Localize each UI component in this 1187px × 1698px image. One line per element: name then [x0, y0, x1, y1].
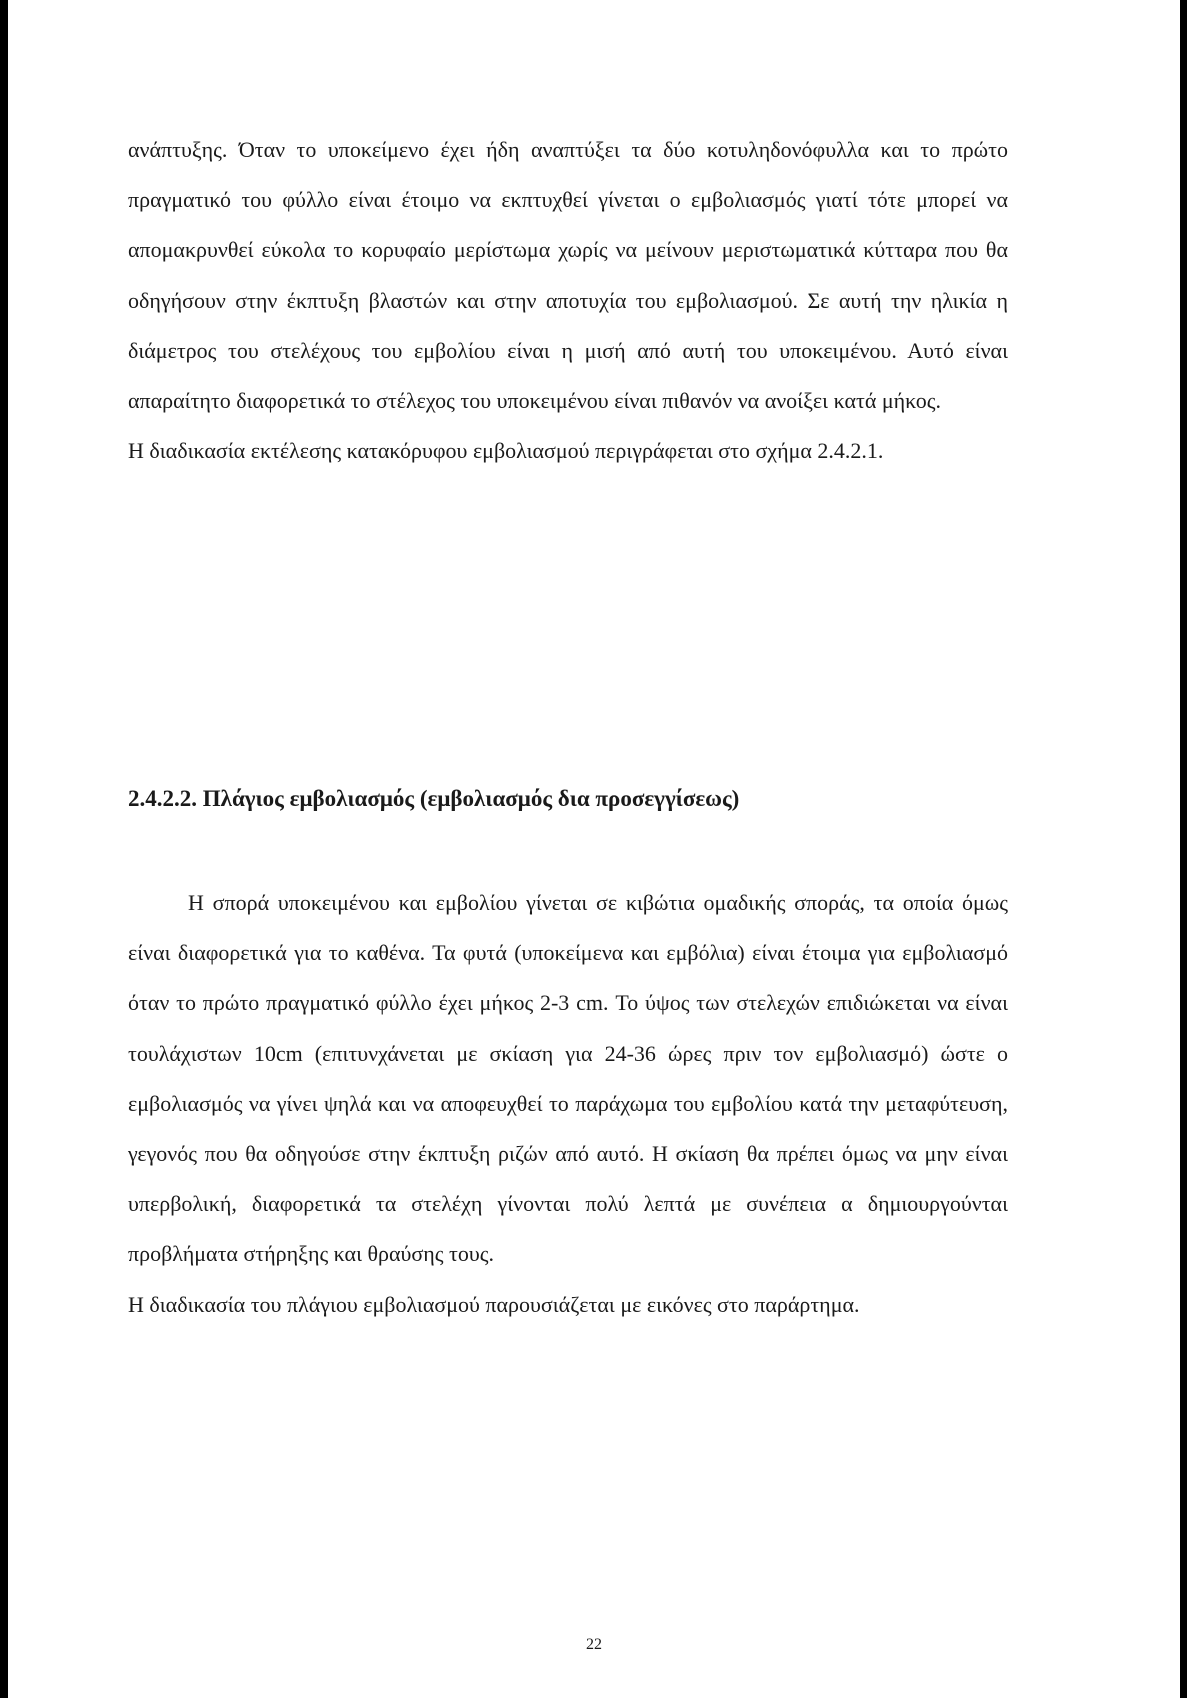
- paragraph-appendix-reference: Η διαδικασία του πλάγιου εμβολιασμού παρουσιάζεται με εικόνες στο παράρτημα.: [128, 1291, 860, 1317]
- intro-section: [128, 125, 1008, 476]
- lateral-grafting-section: [128, 878, 1008, 1330]
- section-heading-lateral-grafting: 2.4.2.2. Πλάγιος εμβολιασμός (εμβολιασμός δια προσεγγίσεως): [128, 786, 740, 811]
- document-page: [8, 0, 1180, 1698]
- paragraph-lateral-grafting-procedure: Η σπορά υποκειμένου και εμβολίου γίνεται σε κιβώτια ομαδικής σποράς, τα οποία όμως είναι διαφορετικά για το καθένα. Τα φυτά (υποκείμενα και εμβόλια) είναι έτοιμα για εμβολιασμό όταν το πρώτο πραγματικό φύλλο έχει μήκος 2-3 cm. Το ύψος των στελεχών επιδιώκεται να είναι τουλάχιστων 10cm (επιτυνχάνεται με σκίαση για 24-36 ώρες πριν τον εμβολιασμό) ώστε ο εμβολιασμός να γίνει ψηλά και να αποφευχθεί το παράχωμα του εμβολίου κατά την μεταφύτευση, γεγονός που θα οδηγούσε στην έκπτυξη ριζών από αυτό. Η σκίαση θα πρέπει όμως να μην είναι υπερβολική, διαφορετικά τα στελέχη γίνονται πολύ λεπτά με συνέπεια α δημιουργούνται προβλήματα στήρηξης και θραύσης τους.: [128, 890, 1008, 1267]
- paragraph-figure-reference: Η διαδικασία εκτέλεσης κατακόρυφου εμβολιασμού περιγράφεται στο σχήμα 2.4.2.1.: [128, 438, 884, 464]
- paragraph-vertical-grafting-stage: ανάπτυξης. Όταν το υποκείμενο έχει ήδη αναπτύξει τα δύο κοτυληδονόφυλλα και το πρώτο πραγματικό του φύλλο είναι έτοιμο να εκπτυχθεί γίνεται ο εμβολιασμός γιατί τότε μπορεί να απομακρυνθεί εύκολα το κορυφαίο μερίστωμα χωρίς να μείνουν μεριστωματικά κύτταρα που θα οδηγήσουν στην έκπτυξη βλαστών και στην αποτυχία του εμβολιασμού. Σε αυτή την ηλικία η διάμετρος του στελέχους του εμβολίου είναι η μισή από αυτή του υποκειμένου. Αυτό είναι απαραίτητο διαφορετικά το στέλεχος του υποκειμένου είναι πιθανόν να ανοίξει κατά μήκος.: [128, 137, 1008, 414]
- page-number: 22: [586, 1636, 602, 1653]
